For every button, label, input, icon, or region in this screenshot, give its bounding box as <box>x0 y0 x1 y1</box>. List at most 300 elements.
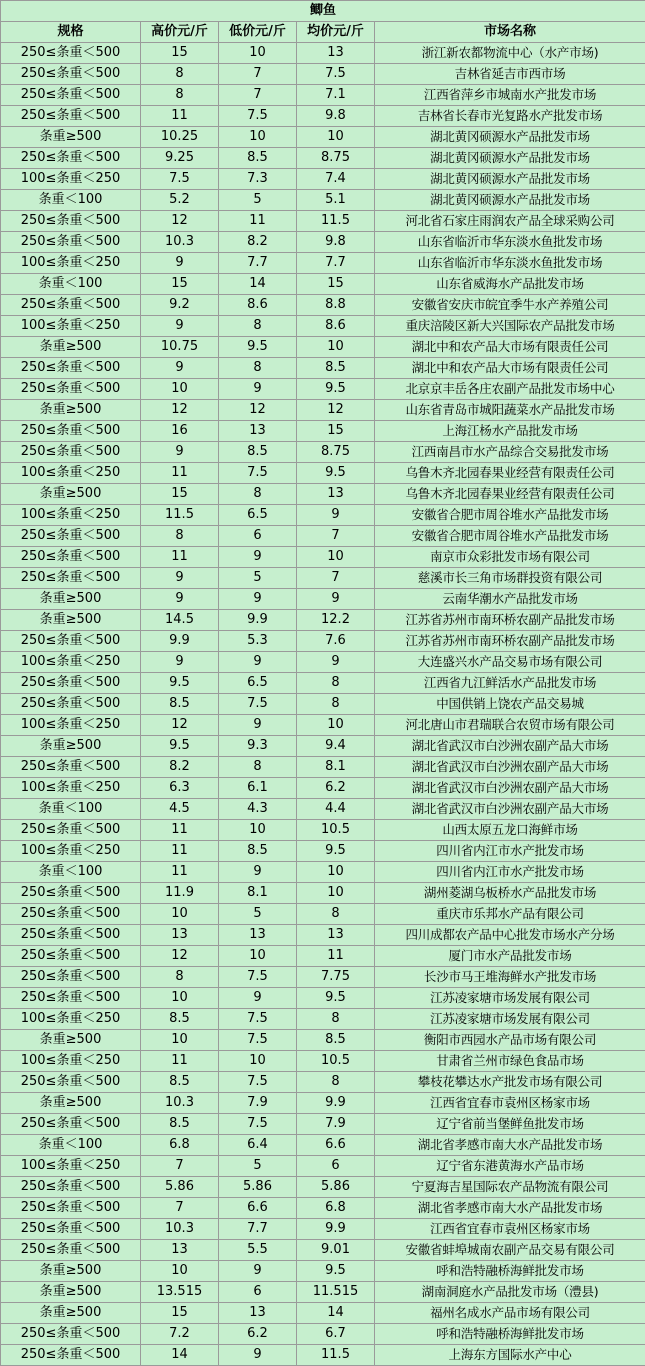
cell-low-price: 9 <box>219 715 297 736</box>
cell-market-name: 吉林省延吉市西市场 <box>375 64 645 85</box>
table-row <box>1 1114 645 1135</box>
cell-high-price: 6.3 <box>141 778 219 799</box>
cell-low-price: 7.5 <box>219 1072 297 1093</box>
table-row <box>1 1177 645 1198</box>
column-header-market-name: 市场名称 <box>375 22 645 43</box>
cell-high-price: 15 <box>141 1303 219 1324</box>
cell-market-name: 山东省临沂市华东淡水鱼批发市场 <box>375 253 645 274</box>
cell-market-name: 山东省临沂市华东淡水鱼批发市场 <box>375 232 645 253</box>
cell-avg-price: 11.515 <box>297 1282 375 1303</box>
cell-market-name: 呼和浩特融桥海鲜批发市场 <box>375 1261 645 1282</box>
cell-high-price: 10.25 <box>141 127 219 148</box>
cell-spec: 250≤条重＜500 <box>1 148 141 169</box>
cell-avg-price: 15 <box>297 274 375 295</box>
cell-low-price: 5.5 <box>219 1240 297 1261</box>
table-row <box>1 253 645 274</box>
cell-avg-price: 9.5 <box>297 1261 375 1282</box>
cell-avg-price: 10.5 <box>297 1051 375 1072</box>
cell-spec: 250≤条重＜500 <box>1 85 141 106</box>
cell-spec: 条重≥500 <box>1 1093 141 1114</box>
cell-market-name: 攀枝花攀达水产批发市场有限公司 <box>375 1072 645 1093</box>
cell-low-price: 8 <box>219 484 297 505</box>
cell-high-price: 7.5 <box>141 169 219 190</box>
cell-spec: 250≤条重＜500 <box>1 1072 141 1093</box>
cell-high-price: 8.5 <box>141 694 219 715</box>
cell-low-price: 6 <box>219 526 297 547</box>
cell-low-price: 7.5 <box>219 967 297 988</box>
cell-spec: 条重≥500 <box>1 1303 141 1324</box>
cell-high-price: 12 <box>141 715 219 736</box>
cell-spec: 250≤条重＜500 <box>1 820 141 841</box>
cell-spec: 250≤条重＜500 <box>1 694 141 715</box>
cell-market-name: 四川省内江市水产批发市场 <box>375 841 645 862</box>
cell-low-price: 9 <box>219 379 297 400</box>
cell-high-price: 9.9 <box>141 631 219 652</box>
table-row <box>1 967 645 988</box>
table-row <box>1 715 645 736</box>
cell-low-price: 12 <box>219 400 297 421</box>
cell-spec: 条重≥500 <box>1 736 141 757</box>
table-row <box>1 673 645 694</box>
cell-market-name: 乌鲁木齐北园春果业经营有限责任公司 <box>375 484 645 505</box>
cell-spec: 250≤条重＜500 <box>1 106 141 127</box>
cell-market-name: 湖北省孝感市南大水产品批发市场 <box>375 1198 645 1219</box>
cell-low-price: 8 <box>219 358 297 379</box>
table-row <box>1 988 645 1009</box>
cell-spec: 条重≥500 <box>1 127 141 148</box>
cell-low-price: 10 <box>219 43 297 64</box>
cell-low-price: 13 <box>219 1303 297 1324</box>
cell-avg-price: 6 <box>297 1156 375 1177</box>
cell-avg-price: 8.5 <box>297 358 375 379</box>
cell-avg-price: 7.1 <box>297 85 375 106</box>
cell-spec: 250≤条重＜500 <box>1 43 141 64</box>
cell-spec: 250≤条重＜500 <box>1 295 141 316</box>
cell-low-price: 11 <box>219 211 297 232</box>
cell-avg-price: 7.7 <box>297 253 375 274</box>
cell-spec: 条重＜100 <box>1 862 141 883</box>
table-row <box>1 757 645 778</box>
cell-avg-price: 7 <box>297 568 375 589</box>
cell-high-price: 11 <box>141 106 219 127</box>
cell-low-price: 9.5 <box>219 337 297 358</box>
cell-avg-price: 9.8 <box>297 232 375 253</box>
table-row <box>1 169 645 190</box>
cell-spec: 条重≥500 <box>1 589 141 610</box>
cell-avg-price: 13 <box>297 43 375 64</box>
cell-high-price: 8 <box>141 85 219 106</box>
cell-high-price: 16 <box>141 421 219 442</box>
cell-low-price: 6.1 <box>219 778 297 799</box>
cell-spec: 100≤条重＜250 <box>1 778 141 799</box>
cell-avg-price: 11.5 <box>297 211 375 232</box>
cell-high-price: 10.3 <box>141 1219 219 1240</box>
cell-spec: 250≤条重＜500 <box>1 232 141 253</box>
cell-avg-price: 13 <box>297 484 375 505</box>
cell-spec: 250≤条重＜500 <box>1 1324 141 1345</box>
cell-low-price: 7.7 <box>219 1219 297 1240</box>
cell-spec: 250≤条重＜500 <box>1 946 141 967</box>
cell-avg-price: 8 <box>297 673 375 694</box>
table-row <box>1 1324 645 1345</box>
cell-high-price: 9 <box>141 568 219 589</box>
cell-market-name: 甘肃省兰州市绿色食品市场 <box>375 1051 645 1072</box>
cell-avg-price: 9.5 <box>297 841 375 862</box>
cell-low-price: 8.6 <box>219 295 297 316</box>
table-row <box>1 43 645 64</box>
cell-market-name: 乌鲁木齐北园春果业经营有限责任公司 <box>375 463 645 484</box>
table-row <box>1 694 645 715</box>
cell-low-price: 7.7 <box>219 253 297 274</box>
cell-avg-price: 7.6 <box>297 631 375 652</box>
table-row <box>1 841 645 862</box>
cell-high-price: 10.3 <box>141 1093 219 1114</box>
cell-market-name: 江西省宜春市袁州区杨家市场 <box>375 1219 645 1240</box>
cell-spec: 100≤条重＜250 <box>1 841 141 862</box>
cell-low-price: 9.9 <box>219 610 297 631</box>
cell-avg-price: 4.4 <box>297 799 375 820</box>
cell-avg-price: 12.2 <box>297 610 375 631</box>
cell-avg-price: 5.86 <box>297 1177 375 1198</box>
cell-high-price: 8.5 <box>141 1072 219 1093</box>
cell-market-name: 河北省石家庄雨润农产品全球采购公司 <box>375 211 645 232</box>
cell-market-name: 湖北省武汉市白沙洲农副产品大市场 <box>375 799 645 820</box>
cell-low-price: 6.6 <box>219 1198 297 1219</box>
table-row <box>1 883 645 904</box>
cell-market-name: 江西省九江鲜活水产品批发市场 <box>375 673 645 694</box>
cell-avg-price: 7 <box>297 526 375 547</box>
cell-avg-price: 12 <box>297 400 375 421</box>
cell-spec: 250≤条重＜500 <box>1 1219 141 1240</box>
cell-low-price: 5.86 <box>219 1177 297 1198</box>
table-row <box>1 232 645 253</box>
cell-avg-price: 7.4 <box>297 169 375 190</box>
cell-high-price: 7 <box>141 1198 219 1219</box>
cell-low-price: 8.2 <box>219 232 297 253</box>
cell-market-name: 山东省威海水产品批发市场 <box>375 274 645 295</box>
cell-market-name: 江西省萍乡市城南水产批发市场 <box>375 85 645 106</box>
title-row <box>1 1 645 22</box>
cell-avg-price: 6.7 <box>297 1324 375 1345</box>
cell-avg-price: 9.4 <box>297 736 375 757</box>
cell-low-price: 6.4 <box>219 1135 297 1156</box>
cell-low-price: 4.3 <box>219 799 297 820</box>
cell-avg-price: 9.5 <box>297 988 375 1009</box>
cell-spec: 250≤条重＜500 <box>1 883 141 904</box>
cell-low-price: 8 <box>219 757 297 778</box>
cell-avg-price: 11.5 <box>297 1345 375 1366</box>
cell-avg-price: 9 <box>297 505 375 526</box>
cell-spec: 250≤条重＜500 <box>1 757 141 778</box>
table-row <box>1 652 645 673</box>
cell-spec: 100≤条重＜250 <box>1 1156 141 1177</box>
cell-low-price: 7.5 <box>219 1009 297 1030</box>
cell-low-price: 5 <box>219 190 297 211</box>
cell-high-price: 9 <box>141 652 219 673</box>
cell-high-price: 4.5 <box>141 799 219 820</box>
cell-high-price: 5.86 <box>141 1177 219 1198</box>
cell-market-name: 安徽省蚌埠城南农副产品交易有限公司 <box>375 1240 645 1261</box>
cell-high-price: 8.5 <box>141 1114 219 1135</box>
cell-market-name: 上海江杨水产品批发市场 <box>375 421 645 442</box>
cell-high-price: 11 <box>141 1051 219 1072</box>
cell-avg-price: 8 <box>297 694 375 715</box>
table-row <box>1 505 645 526</box>
table-row <box>1 526 645 547</box>
cell-high-price: 12 <box>141 211 219 232</box>
table-row <box>1 1198 645 1219</box>
cell-high-price: 9 <box>141 358 219 379</box>
cell-spec: 条重≥500 <box>1 400 141 421</box>
cell-spec: 250≤条重＜500 <box>1 1114 141 1135</box>
cell-high-price: 9 <box>141 589 219 610</box>
cell-high-price: 11 <box>141 820 219 841</box>
table-row <box>1 274 645 295</box>
cell-market-name: 湖北黄冈硕源水产品批发市场 <box>375 127 645 148</box>
cell-high-price: 5.2 <box>141 190 219 211</box>
cell-high-price: 10.3 <box>141 232 219 253</box>
table-row <box>1 316 645 337</box>
cell-avg-price: 8.75 <box>297 442 375 463</box>
table-row <box>1 1345 645 1366</box>
cell-market-name: 重庆市乐邦水产品有限公司 <box>375 904 645 925</box>
cell-low-price: 10 <box>219 820 297 841</box>
cell-low-price: 9 <box>219 547 297 568</box>
column-header-spec: 规格 <box>1 22 141 43</box>
cell-high-price: 7 <box>141 1156 219 1177</box>
table-row <box>1 1135 645 1156</box>
table-row <box>1 64 645 85</box>
table-row <box>1 358 645 379</box>
cell-market-name: 安徽省安庆市皖宜季牛水产养殖公司 <box>375 295 645 316</box>
cell-spec: 250≤条重＜500 <box>1 925 141 946</box>
cell-low-price: 8.5 <box>219 148 297 169</box>
cell-low-price: 13 <box>219 925 297 946</box>
cell-high-price: 11 <box>141 547 219 568</box>
cell-high-price: 6.8 <box>141 1135 219 1156</box>
cell-market-name: 山西太原五龙口海鲜市场 <box>375 820 645 841</box>
cell-market-name: 辽宁省东港黄海水产品市场 <box>375 1156 645 1177</box>
cell-spec: 250≤条重＜500 <box>1 64 141 85</box>
table-row <box>1 211 645 232</box>
cell-low-price: 9.3 <box>219 736 297 757</box>
cell-market-name: 湖北省武汉市白沙洲农副产品大市场 <box>375 778 645 799</box>
cell-avg-price: 9.5 <box>297 463 375 484</box>
cell-spec: 条重＜100 <box>1 190 141 211</box>
cell-low-price: 7.5 <box>219 1114 297 1135</box>
cell-spec: 250≤条重＜500 <box>1 358 141 379</box>
cell-high-price: 12 <box>141 946 219 967</box>
cell-low-price: 8.5 <box>219 841 297 862</box>
table-row <box>1 589 645 610</box>
cell-low-price: 6.5 <box>219 505 297 526</box>
cell-market-name: 重庆涪陵区新大兴国际农产品批发市场 <box>375 316 645 337</box>
cell-market-name: 云南华潮水产品批发市场 <box>375 589 645 610</box>
table-row <box>1 799 645 820</box>
cell-market-name: 山东省青岛市城阳蔬菜水产品批发市场 <box>375 400 645 421</box>
cell-high-price: 8.5 <box>141 1009 219 1030</box>
cell-spec: 条重≥500 <box>1 1282 141 1303</box>
cell-high-price: 9 <box>141 442 219 463</box>
cell-low-price: 6.2 <box>219 1324 297 1345</box>
cell-high-price: 15 <box>141 484 219 505</box>
cell-spec: 100≤条重＜250 <box>1 169 141 190</box>
cell-low-price: 5.3 <box>219 631 297 652</box>
cell-high-price: 15 <box>141 43 219 64</box>
cell-market-name: 江苏凌家塘市场发展有限公司 <box>375 1009 645 1030</box>
cell-avg-price: 9.9 <box>297 1219 375 1240</box>
header-row <box>1 22 645 43</box>
cell-market-name: 江西南昌市水产品综合交易批发市场 <box>375 442 645 463</box>
table-row <box>1 631 645 652</box>
cell-high-price: 13 <box>141 925 219 946</box>
table-row <box>1 736 645 757</box>
cell-low-price: 10 <box>219 946 297 967</box>
cell-market-name: 衡阳市西园水产品市场有限公司 <box>375 1030 645 1051</box>
cell-avg-price: 10 <box>297 715 375 736</box>
cell-high-price: 7.2 <box>141 1324 219 1345</box>
cell-avg-price: 5.1 <box>297 190 375 211</box>
cell-low-price: 7.5 <box>219 1030 297 1051</box>
cell-avg-price: 10 <box>297 547 375 568</box>
cell-avg-price: 10.5 <box>297 820 375 841</box>
column-header-high-price: 高价元/斤 <box>141 22 219 43</box>
table-row <box>1 106 645 127</box>
cell-spec: 100≤条重＜250 <box>1 463 141 484</box>
cell-spec: 100≤条重＜250 <box>1 715 141 736</box>
cell-low-price: 9 <box>219 589 297 610</box>
table-row <box>1 1051 645 1072</box>
cell-low-price: 8.5 <box>219 442 297 463</box>
table-row <box>1 904 645 925</box>
table-row <box>1 379 645 400</box>
table-row <box>1 1303 645 1324</box>
cell-market-name: 江西省宜春市袁州区杨家市场 <box>375 1093 645 1114</box>
cell-market-name: 湖北省武汉市白沙洲农副产品大市场 <box>375 757 645 778</box>
cell-high-price: 14.5 <box>141 610 219 631</box>
cell-market-name: 湖南洞庭水产品批发市场（澧县) <box>375 1282 645 1303</box>
cell-low-price: 10 <box>219 1051 297 1072</box>
cell-market-name: 呼和浩特融桥海鲜批发市场 <box>375 1324 645 1345</box>
table-row <box>1 925 645 946</box>
cell-spec: 100≤条重＜250 <box>1 505 141 526</box>
cell-high-price: 14 <box>141 1345 219 1366</box>
table-row <box>1 1240 645 1261</box>
cell-spec: 100≤条重＜250 <box>1 652 141 673</box>
cell-spec: 250≤条重＜500 <box>1 967 141 988</box>
table-title: 鲫鱼 <box>1 1 645 22</box>
cell-spec: 250≤条重＜500 <box>1 1198 141 1219</box>
cell-market-name: 厦门市水产品批发市场 <box>375 946 645 967</box>
cell-avg-price: 8.6 <box>297 316 375 337</box>
cell-spec: 100≤条重＜250 <box>1 316 141 337</box>
cell-market-name: 福州名成水产品市场有限公司 <box>375 1303 645 1324</box>
cell-low-price: 7 <box>219 64 297 85</box>
cell-high-price: 9.25 <box>141 148 219 169</box>
table-row <box>1 1282 645 1303</box>
cell-spec: 250≤条重＜500 <box>1 211 141 232</box>
table-row <box>1 190 645 211</box>
table-row <box>1 1093 645 1114</box>
cell-avg-price: 9.5 <box>297 379 375 400</box>
cell-high-price: 10 <box>141 379 219 400</box>
cell-low-price: 6 <box>219 1282 297 1303</box>
cell-high-price: 13.515 <box>141 1282 219 1303</box>
table-row <box>1 547 645 568</box>
cell-low-price: 7 <box>219 85 297 106</box>
cell-spec: 100≤条重＜250 <box>1 1051 141 1072</box>
cell-spec: 250≤条重＜500 <box>1 379 141 400</box>
cell-high-price: 11 <box>141 841 219 862</box>
table-row <box>1 778 645 799</box>
cell-low-price: 9 <box>219 652 297 673</box>
cell-low-price: 5 <box>219 1156 297 1177</box>
cell-avg-price: 7.75 <box>297 967 375 988</box>
cell-market-name: 江苏凌家塘市场发展有限公司 <box>375 988 645 1009</box>
table-row <box>1 148 645 169</box>
cell-high-price: 15 <box>141 274 219 295</box>
cell-low-price: 10 <box>219 127 297 148</box>
cell-high-price: 11.9 <box>141 883 219 904</box>
cell-avg-price: 10 <box>297 862 375 883</box>
cell-spec: 250≤条重＜500 <box>1 568 141 589</box>
cell-avg-price: 8.8 <box>297 295 375 316</box>
cell-high-price: 8.2 <box>141 757 219 778</box>
cell-high-price: 11 <box>141 463 219 484</box>
cell-avg-price: 8 <box>297 1072 375 1093</box>
cell-spec: 250≤条重＜500 <box>1 547 141 568</box>
cell-high-price: 9 <box>141 316 219 337</box>
table-row <box>1 1261 645 1282</box>
cell-spec: 250≤条重＜500 <box>1 421 141 442</box>
cell-low-price: 7.9 <box>219 1093 297 1114</box>
cell-avg-price: 8.5 <box>297 1030 375 1051</box>
cell-high-price: 8 <box>141 967 219 988</box>
cell-low-price: 7.3 <box>219 169 297 190</box>
cell-avg-price: 10 <box>297 883 375 904</box>
cell-market-name: 安徽省合肥市周谷堆水产品批发市场 <box>375 526 645 547</box>
cell-low-price: 9 <box>219 1345 297 1366</box>
cell-high-price: 10.75 <box>141 337 219 358</box>
cell-avg-price: 10 <box>297 337 375 358</box>
cell-spec: 条重≥500 <box>1 610 141 631</box>
cell-market-name: 江苏省苏州市南环桥农副产品批发市场 <box>375 631 645 652</box>
cell-high-price: 9.5 <box>141 673 219 694</box>
cell-avg-price: 6.8 <box>297 1198 375 1219</box>
cell-market-name: 南京市众彩批发市场有限公司 <box>375 547 645 568</box>
cell-spec: 250≤条重＜500 <box>1 631 141 652</box>
cell-avg-price: 8 <box>297 1009 375 1030</box>
cell-avg-price: 14 <box>297 1303 375 1324</box>
table-row <box>1 484 645 505</box>
table-row <box>1 127 645 148</box>
table-row <box>1 862 645 883</box>
cell-high-price: 9 <box>141 253 219 274</box>
cell-spec: 条重≥500 <box>1 1261 141 1282</box>
cell-spec: 250≤条重＜500 <box>1 904 141 925</box>
cell-high-price: 9.5 <box>141 736 219 757</box>
cell-avg-price: 8.75 <box>297 148 375 169</box>
cell-spec: 条重≥500 <box>1 484 141 505</box>
cell-high-price: 10 <box>141 988 219 1009</box>
cell-high-price: 12 <box>141 400 219 421</box>
cell-low-price: 5 <box>219 904 297 925</box>
cell-spec: 250≤条重＜500 <box>1 442 141 463</box>
table-row <box>1 85 645 106</box>
cell-market-name: 上海东方国际水产中心 <box>375 1345 645 1366</box>
cell-low-price: 6.5 <box>219 673 297 694</box>
table-row <box>1 1072 645 1093</box>
